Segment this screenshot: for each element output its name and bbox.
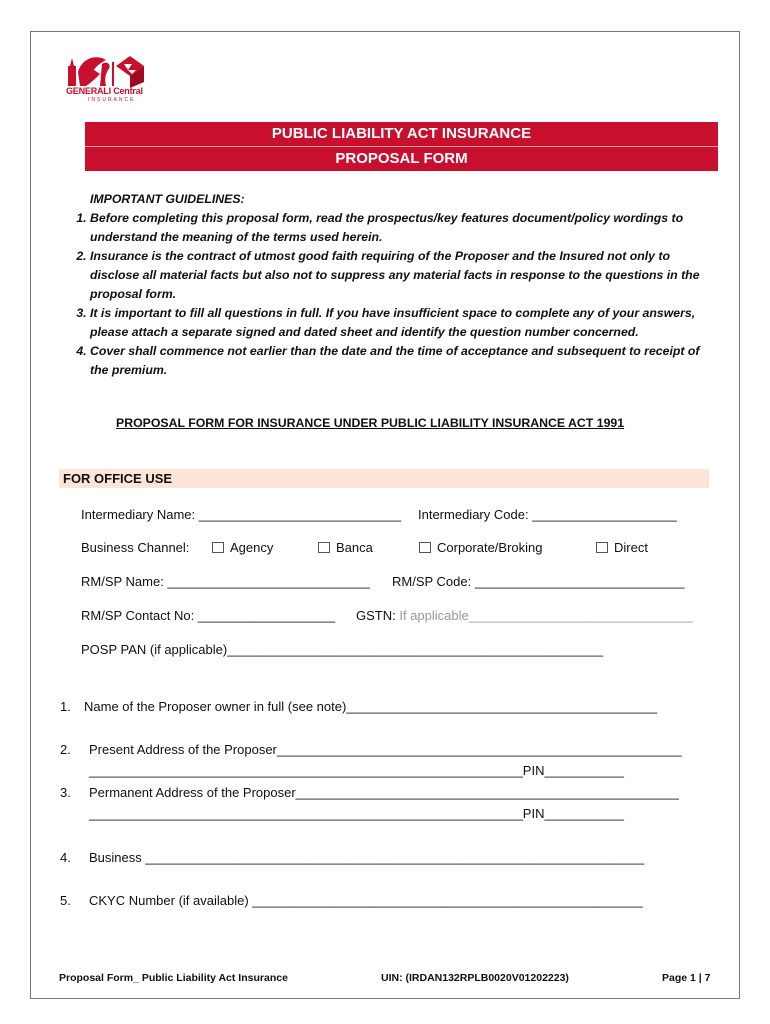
- guideline-item: 2. Insurance is the contract of utmost good faith requiring of the Proposer and the Insured not only to disclose all material facts but also not to suppress any material facts in response to the questions in the proposal form.: [90, 247, 720, 304]
- gstn-line: _______________________________: [468, 608, 693, 623]
- footer-uin: UIN: (IRDAN132RPLB0020V01202223): [381, 972, 569, 984]
- checkbox-icon: [419, 542, 431, 553]
- question-number: 1.: [60, 699, 71, 714]
- rmsp-name-field[interactable]: RM/SP Name: ____________________________: [81, 574, 370, 589]
- checkbox-icon: [318, 542, 330, 553]
- guideline-item: 3. It is important to fill all questions in full. If you have insufficient space to complete any of your answers, please attach a separate signed and dated sheet and identify the question number concerned.: [90, 304, 720, 342]
- intermediary-code-field[interactable]: Intermediary Code: ____________________: [418, 507, 677, 522]
- channel-label: Corporate/Broking: [437, 540, 543, 555]
- channel-banca-checkbox[interactable]: [318, 540, 373, 555]
- important-guidelines: [55, 190, 720, 380]
- business-channel-label: Business Channel:: [81, 540, 190, 555]
- channel-agency-checkbox[interactable]: [212, 540, 273, 555]
- question-number: 3.: [60, 785, 71, 800]
- channel-label: Banca: [336, 540, 373, 555]
- question-number: 5.: [60, 893, 71, 908]
- checkbox-icon: [212, 542, 224, 553]
- proposer-name-field[interactable]: Name of the Proposer owner in full (see note)___________________________________________: [84, 699, 658, 714]
- form-subtitle: PROPOSAL FORM FOR INSURANCE UNDER PUBLIC LIABILITY INSURANCE ACT 1991: [116, 416, 625, 430]
- channel-label: Agency: [230, 540, 274, 555]
- guidelines-heading: IMPORTANT GUIDELINES:: [90, 192, 245, 206]
- question-number: 4.: [60, 850, 71, 865]
- permanent-address-pin-field[interactable]: ____________________________________________________________PIN___________: [89, 806, 624, 821]
- checkbox-icon: [596, 542, 608, 553]
- company-logo: [66, 52, 176, 104]
- posp-pan-field[interactable]: POSP PAN (if applicable)____________________________________________________: [81, 642, 604, 657]
- business-field[interactable]: Business _____________________________________________________________________: [89, 850, 645, 865]
- rmsp-contact-field[interactable]: RM/SP Contact No: ___________________: [81, 608, 336, 623]
- guideline-item: 4. Cover shall commence not earlier than the date and the time of acceptance and subsequent to receipt of the premium.: [90, 342, 720, 380]
- gstn-field[interactable]: [356, 608, 693, 623]
- footer-page-number: Page 1 | 7: [662, 972, 711, 984]
- gstn-label: GSTN:: [356, 608, 396, 623]
- page-subtitle: PROPOSAL FORM: [335, 150, 468, 167]
- lion-logo-icon: [66, 52, 176, 88]
- question-number: 2.: [60, 742, 71, 757]
- office-use-label: FOR OFFICE USE: [63, 471, 173, 486]
- gstn-hint: If applicable: [399, 608, 469, 623]
- intermediary-name-field[interactable]: Intermediary Name: ____________________________: [81, 507, 402, 522]
- title-banner: [85, 122, 718, 171]
- footer-form-name: Proposal Form_ Public Liability Act Insurance: [59, 972, 288, 984]
- channel-label: Direct: [614, 540, 648, 555]
- guidelines-list: [55, 209, 720, 380]
- channel-corporate-checkbox[interactable]: [419, 540, 543, 555]
- page-title: PUBLIC LIABILITY ACT INSURANCE: [271, 125, 532, 142]
- present-address-pin-field[interactable]: ____________________________________________________________PIN___________: [89, 763, 624, 778]
- permanent-address-field[interactable]: Permanent Address of the Proposer_____________________________________________________: [89, 785, 679, 800]
- ckyc-number-field[interactable]: CKYC Number (if available) ______________________________________________________: [89, 893, 643, 908]
- banner-divider: [85, 146, 718, 147]
- present-address-field[interactable]: Present Address of the Proposer________________________________________________________: [89, 742, 682, 757]
- brand-subtitle: INSURANCE: [88, 97, 136, 103]
- guideline-item: 1. Before completing this proposal form, read the prospectus/key features document/policy wordings to understand the meaning of the terms used herein.: [90, 209, 720, 247]
- brand-name: GENERALI Central: [66, 86, 143, 96]
- office-use-header: [59, 469, 709, 488]
- rmsp-code-field[interactable]: RM/SP Code: _____________________________: [392, 574, 685, 589]
- channel-direct-checkbox[interactable]: [596, 540, 648, 555]
